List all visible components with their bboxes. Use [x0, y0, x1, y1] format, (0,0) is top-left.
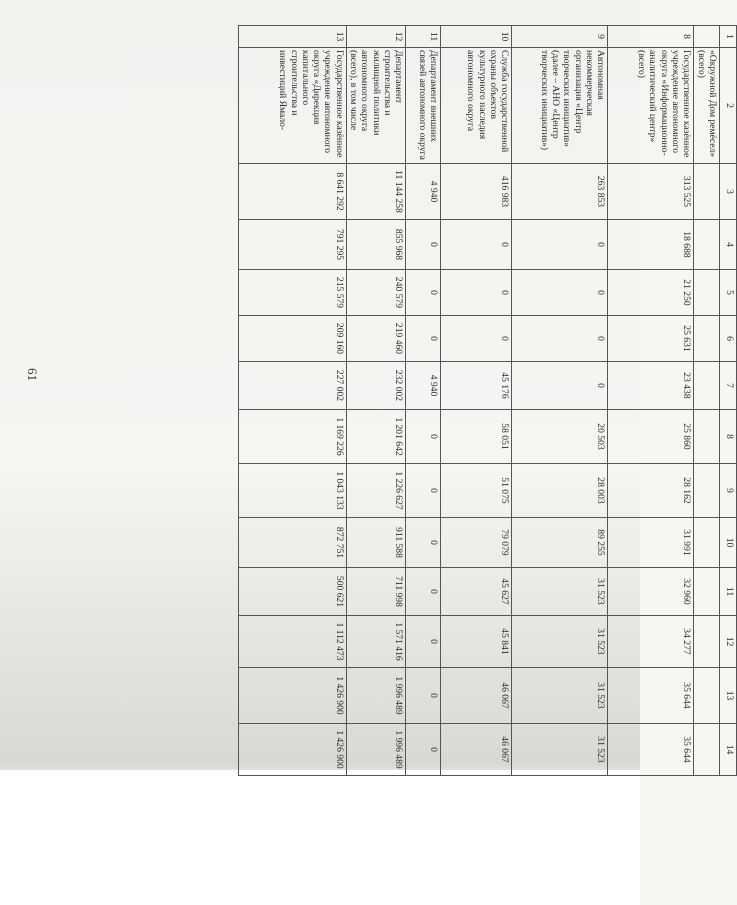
value-cell: 263 853 — [512, 164, 608, 220]
organization-name-cell: Департамент строительства и жилищной политики автономного округа (всего), в том числе — [346, 48, 406, 164]
value-cell: 0 — [441, 220, 512, 270]
value-cell: 21 250 — [608, 270, 694, 316]
row-number-cell: 8 — [608, 26, 694, 48]
organization-name-cell: «Окружной Дом ремёсел» (всего) — [694, 48, 720, 164]
row-number-cell: 13 — [238, 26, 346, 48]
column-number-cell: 5 — [720, 270, 737, 316]
value-cell: 227 002 — [238, 362, 346, 410]
value-cell: 46 067 — [441, 724, 512, 776]
value-cell — [694, 616, 720, 668]
value-cell: 240 579 — [346, 270, 406, 316]
column-number-cell: 9 — [720, 464, 737, 518]
value-cell: 1 996 489 — [346, 668, 406, 724]
value-cell: 215 579 — [238, 270, 346, 316]
value-cell: 416 983 — [441, 164, 512, 220]
value-cell: 1 571 416 — [346, 616, 406, 668]
table-row — [441, 26, 512, 776]
value-cell — [694, 270, 720, 316]
table-row — [346, 26, 406, 776]
row-number-cell: 12 — [346, 26, 406, 48]
value-cell: 79 079 — [441, 518, 512, 568]
value-cell: 35 644 — [608, 668, 694, 724]
value-cell: 209 160 — [238, 316, 346, 362]
table-row — [694, 26, 720, 776]
value-cell: 0 — [441, 270, 512, 316]
value-cell: 872 751 — [238, 518, 346, 568]
value-cell: 0 — [441, 316, 512, 362]
value-cell: 18 688 — [608, 220, 694, 270]
value-cell: 45 841 — [441, 616, 512, 668]
value-cell: 31 523 — [512, 568, 608, 616]
value-cell: 1 043 133 — [238, 464, 346, 518]
organization-name-cell: Автономная некоммерческая организация «Центр творческих инициатив» (далее – АНО «Центр творческих инициатив») — [512, 48, 608, 164]
column-number-cell: 6 — [720, 316, 737, 362]
table-row — [608, 26, 694, 776]
value-cell: 11 144 258 — [346, 164, 406, 220]
organization-name-cell: Государственное казённое учреждение автономного округа «Информационно-аналитический центр» (всего) — [608, 48, 694, 164]
value-cell: 0 — [406, 410, 441, 464]
budget-table — [238, 25, 737, 776]
value-cell — [694, 464, 720, 518]
value-cell: 0 — [406, 568, 441, 616]
column-number-cell: 8 — [720, 410, 737, 464]
page-margin — [0, 770, 640, 905]
value-cell — [694, 668, 720, 724]
value-cell: 4 940 — [406, 362, 441, 410]
value-cell: 232 002 — [346, 362, 406, 410]
row-number-cell: 9 — [512, 26, 608, 48]
rotated-table-container — [97, 25, 737, 769]
organization-name-cell: Служба государственной охраны объектов культурного наследия автономного округа — [441, 48, 512, 164]
table-header-row — [720, 26, 737, 776]
value-cell: 0 — [512, 270, 608, 316]
column-number-cell: 7 — [720, 362, 737, 410]
value-cell: 8 641 292 — [238, 164, 346, 220]
value-cell: 500 621 — [238, 568, 346, 616]
value-cell: 1 201 642 — [346, 410, 406, 464]
value-cell: 0 — [406, 724, 441, 776]
value-cell: 23 438 — [608, 362, 694, 410]
value-cell — [694, 568, 720, 616]
value-cell: 46 067 — [441, 668, 512, 724]
value-cell — [694, 220, 720, 270]
column-number-cell: 3 — [720, 164, 737, 220]
value-cell — [694, 164, 720, 220]
value-cell: 89 255 — [512, 518, 608, 568]
page-number: 61 — [25, 368, 40, 381]
value-cell: 1 169 226 — [238, 410, 346, 464]
value-cell: 0 — [406, 270, 441, 316]
value-cell: 791 295 — [238, 220, 346, 270]
value-cell: 4 940 — [406, 164, 441, 220]
value-cell: 855 968 — [346, 220, 406, 270]
value-cell — [694, 316, 720, 362]
row-number-cell — [694, 26, 720, 48]
value-cell — [694, 362, 720, 410]
table-row — [512, 26, 608, 776]
value-cell: 911 588 — [346, 518, 406, 568]
organization-name-cell: Государственное казённое учреждение автономного округа «Дирекция капитального строительства и инвестиций Ямало- — [238, 48, 346, 164]
value-cell: 1 996 489 — [346, 724, 406, 776]
value-cell: 25 631 — [608, 316, 694, 362]
value-cell: 219 460 — [346, 316, 406, 362]
table-row — [238, 26, 346, 776]
value-cell: 0 — [406, 668, 441, 724]
value-cell: 0 — [512, 316, 608, 362]
column-number-cell: 13 — [720, 668, 737, 724]
value-cell: 31 523 — [512, 668, 608, 724]
value-cell: 45 176 — [441, 362, 512, 410]
value-cell: 35 644 — [608, 724, 694, 776]
column-number-cell: 14 — [720, 724, 737, 776]
value-cell: 1 112 473 — [238, 616, 346, 668]
column-number-cell: 10 — [720, 518, 737, 568]
column-number-cell: 12 — [720, 616, 737, 668]
value-cell: 313 525 — [608, 164, 694, 220]
value-cell: 0 — [406, 616, 441, 668]
row-number-cell: 11 — [406, 26, 441, 48]
value-cell: 51 075 — [441, 464, 512, 518]
value-cell: 711 998 — [346, 568, 406, 616]
value-cell: 1 226 627 — [346, 464, 406, 518]
value-cell: 0 — [406, 220, 441, 270]
value-cell: 28 162 — [608, 464, 694, 518]
value-cell: 45 627 — [441, 568, 512, 616]
value-cell — [694, 410, 720, 464]
column-number-cell: 4 — [720, 220, 737, 270]
value-cell: 28 003 — [512, 464, 608, 518]
value-cell: 25 860 — [608, 410, 694, 464]
value-cell: 58 051 — [441, 410, 512, 464]
value-cell: 0 — [406, 316, 441, 362]
value-cell — [694, 724, 720, 776]
value-cell: 31 523 — [512, 616, 608, 668]
table-row — [406, 26, 441, 776]
column-number-cell: 2 — [720, 48, 737, 164]
organization-name-cell: Департамент внешних связей автономного округа — [406, 48, 441, 164]
value-cell: 32 960 — [608, 568, 694, 616]
row-number-cell: 10 — [441, 26, 512, 48]
column-number-cell: 11 — [720, 568, 737, 616]
column-number-cell: 1 — [720, 26, 737, 48]
value-cell: 0 — [406, 464, 441, 518]
value-cell: 1 426 900 — [238, 668, 346, 724]
value-cell: 0 — [512, 362, 608, 410]
value-cell: 0 — [512, 220, 608, 270]
value-cell: 1 426 900 — [238, 724, 346, 776]
value-cell: 31 523 — [512, 724, 608, 776]
value-cell: 20 503 — [512, 410, 608, 464]
value-cell — [694, 518, 720, 568]
value-cell: 34 277 — [608, 616, 694, 668]
value-cell: 0 — [406, 518, 441, 568]
value-cell: 31 991 — [608, 518, 694, 568]
